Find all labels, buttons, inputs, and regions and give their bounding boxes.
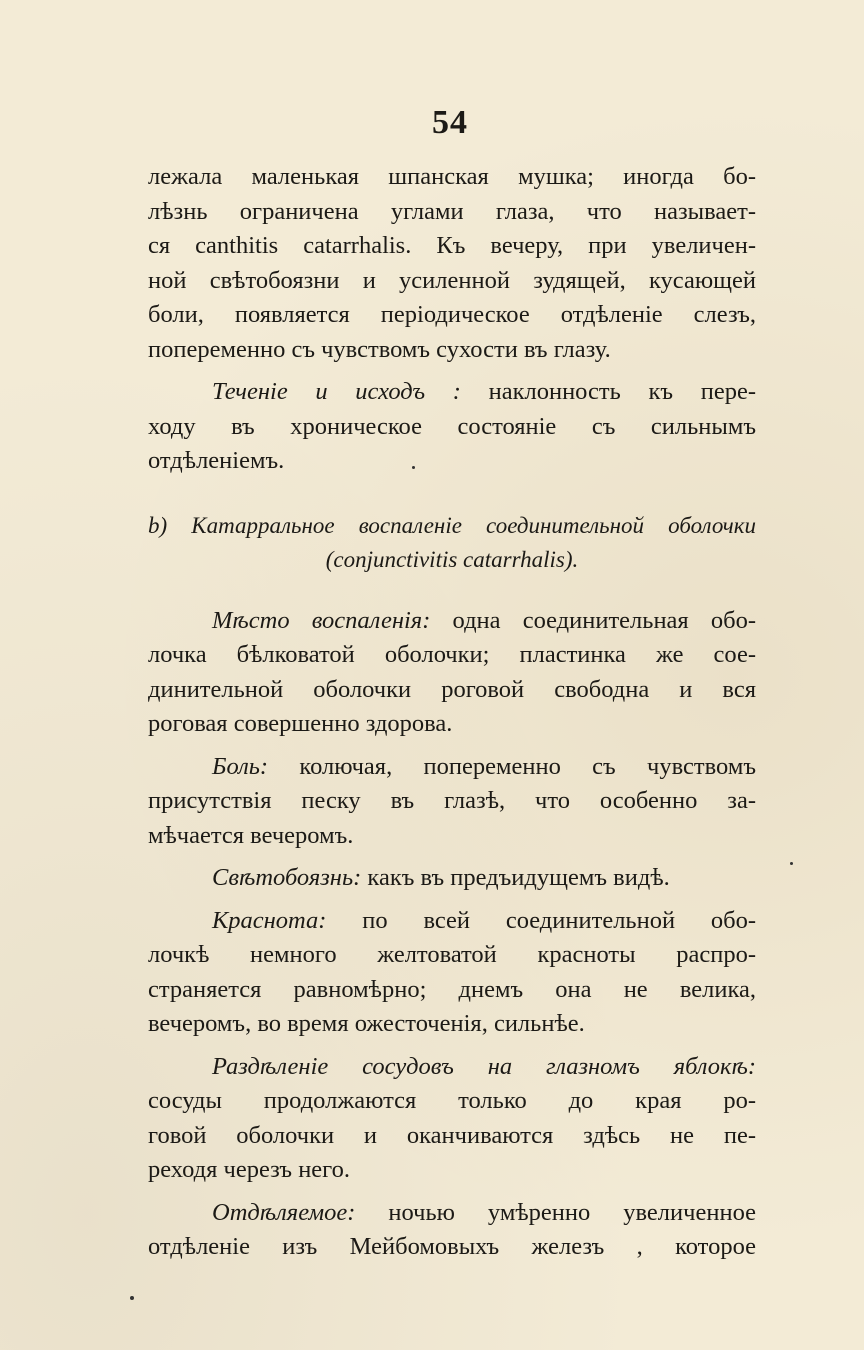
text-line: присутствія песку въ глазѣ, что особенно за- — [148, 787, 756, 814]
text-line: ной свѣтобоязни и усиленной зудящей, кусающей — [148, 266, 756, 294]
section-heading-line: (conjunctivitis catarrhalis). — [325, 547, 579, 572]
paragraph-redness — [148, 904, 756, 1042]
text-line: сосуды продолжаются только до края ро- — [148, 1087, 756, 1114]
text-line: отдѣленіе изъ Мейбомовыхъ железъ , которое — [148, 1233, 756, 1260]
text-line: лочкѣ немного желтоватой красноты распро- — [148, 941, 756, 968]
text-line: попеременно съ чувствомъ сухости въ глазу. — [148, 335, 611, 363]
term-course: Теченіе и исходъ : — [212, 378, 461, 405]
text-line: ходу въ хроническое состояніе съ сильнымъ — [148, 412, 756, 440]
text-line: реходя черезъ него. — [148, 1156, 350, 1183]
paragraph-pain — [148, 750, 756, 854]
text-line: Отдѣляемое: ночью умѣренно увеличенное — [212, 1198, 756, 1226]
term-vessels: Раздѣленіе сосудовъ на глазномъ яблокѣ: — [212, 1052, 756, 1080]
ink-speck — [130, 1296, 134, 1300]
text-line: Мѣсто воспаленія: одна соединительная обо- — [212, 606, 756, 634]
section-heading-b — [148, 509, 756, 578]
text-line: вечеромъ, во время ожесточенія, сильнѣе. — [148, 1010, 585, 1037]
paragraph-discharge — [148, 1196, 756, 1265]
text-line: страняется равномѣрно; днемъ она не велика, — [148, 975, 756, 1003]
paragraph-location — [148, 604, 756, 742]
ink-speck — [790, 862, 793, 865]
text-line: мѣчается вечеромъ. — [148, 821, 354, 849]
text-line: отдѣленіемъ. — [148, 447, 285, 474]
term-pain: Боль: — [212, 752, 269, 780]
text-line: лежала маленькая шпанская мушка; иногда бо- — [148, 163, 756, 190]
paragraph-vessels — [148, 1050, 756, 1188]
text-line — [148, 1050, 756, 1085]
text-line: Краснота: по всей соединительной обо- — [212, 906, 756, 934]
paragraph-photophobia — [148, 861, 756, 896]
term-photophobia: Свѣтобоязнь: — [212, 864, 362, 891]
text-line: лочка бѣлковатой оболочки; пластинка же сое- — [148, 641, 756, 668]
term-redness: Краснота: — [212, 906, 327, 934]
text-line: динительной оболочки роговой свободна и вся — [148, 675, 756, 703]
ink-speck — [412, 466, 415, 469]
text-line: Боль: колючая, попеременно съ чувствомъ — [212, 752, 756, 780]
section-heading-line: b) Катарральное воспаленіе соединительной оболочки — [148, 512, 756, 538]
text-line: Свѣтобоязнь: какъ въ предъидущемъ видѣ. — [212, 864, 670, 891]
text-line: говой оболочки и оканчиваются здѣсь не пе- — [148, 1121, 756, 1149]
term-location: Мѣсто воспаленія: — [212, 606, 431, 634]
page-number: 54 — [432, 104, 468, 141]
text-line: ся canthitis catarrhalis. Къ вечеру, при увеличен- — [148, 232, 756, 259]
text-line: лѣзнь ограничена углами глаза, что называет- — [148, 197, 756, 225]
text-line: боли, появляется періодическое отдѣленіе слезъ, — [148, 301, 756, 328]
text-line: Теченіе и исходъ : наклонность къ пере- — [212, 378, 756, 405]
term-discharge: Отдѣляемое: — [212, 1198, 356, 1226]
page-text — [148, 160, 756, 1265]
text-line: роговая совершенно здорова. — [148, 710, 453, 737]
paragraph-course — [148, 375, 756, 479]
